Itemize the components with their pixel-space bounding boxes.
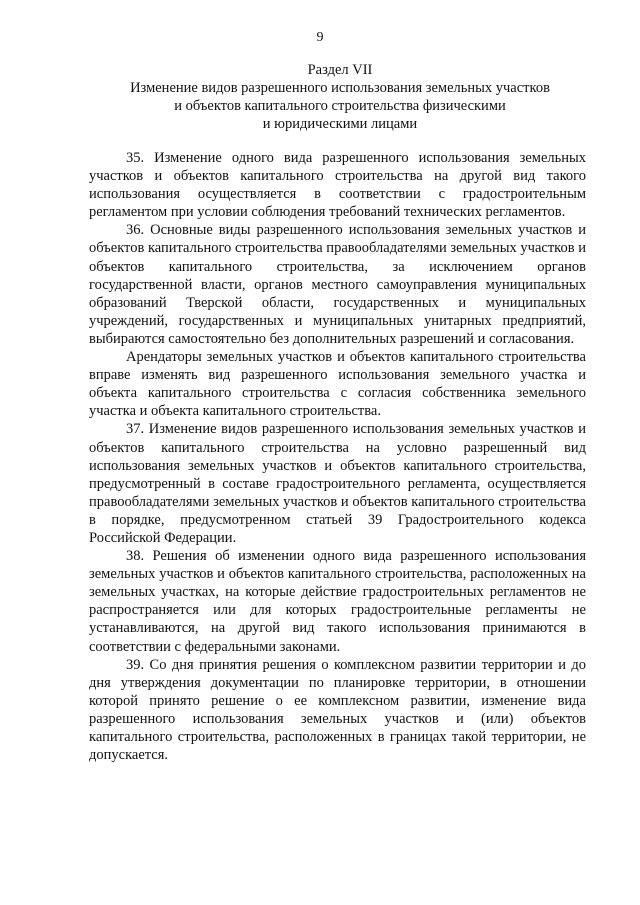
document-body bbox=[89, 149, 586, 764]
paragraph-35: 35. Изменение одного вида разрешенного использования земельных участков и объектов капитального строительства на другой вид такого использования осуществляется в соответствии с градостроительным регламентом при условии соблюдения требований технических регламентов. bbox=[89, 150, 586, 221]
section-title-line-2: и объектов капитального строительства физическими bbox=[174, 98, 506, 114]
section-heading: Раздел VII bbox=[307, 62, 373, 78]
paragraph-36: 36. Основные виды разрешенного использования земельных участков и объектов капитального строительства правообладателями земельных участков и объектов капитального строительства, за исключением органов государственной власти, органов местного самоуправления муниципальных образований Тверской области, государственных и муниципальных учреждений, государственных и муниципальных унитарных предприятий, выбираются самостоятельно без дополнительных разрешений и согласования. bbox=[89, 222, 586, 347]
paragraph-39: 39. Со дня принятия решения о комплексном развитии территории и до дня утверждения документации по планировке территории, в отношении которой принято решение о ее комплексном развитии, изменение вида разрешенного использования земельных участков и (или) объектов капитального строительства, расположенных в границах такой территории, не допускается. bbox=[89, 656, 586, 764]
paragraph-36-tenants: Арендаторы земельных участков и объектов капитального строительства вправе изменять вид разрешенного использования земельного участка и объекта капитального строительства с согласия собственника земельного участка и объекта капитального строительства. bbox=[89, 349, 586, 420]
section-title-line-1: Изменение видов разрешенного использования земельных участков bbox=[130, 80, 550, 96]
page-number: 9 bbox=[316, 30, 324, 45]
section-title-line-3: и юридическими лицами bbox=[262, 116, 418, 132]
paragraph-37: 37. Изменение видов разрешенного использования земельных участков и объектов капитального строительства на условно разрешенный вид использования земельных участков и объектов капитального строительства, предусмотренный в составе градостроительного регламента, осуществляется правообладателями земельных участков и объектов капитального строительства в порядке, предусмотренном статьей 39 Градостроительного кодекса Российской Федерации. bbox=[89, 421, 586, 546]
section-header bbox=[80, 61, 600, 133]
paragraph-38: 38. Решения об изменении одного вида разрешенного использования земельных участков и объектов капитального строительства, расположенных на земельных участках, на которые действие градостроительных регламентов не распространяется или для которых градостроительные регламенты не устанавливаются, на другой вид такого использования принимаются в соответствии с федеральными законами. bbox=[89, 548, 586, 655]
